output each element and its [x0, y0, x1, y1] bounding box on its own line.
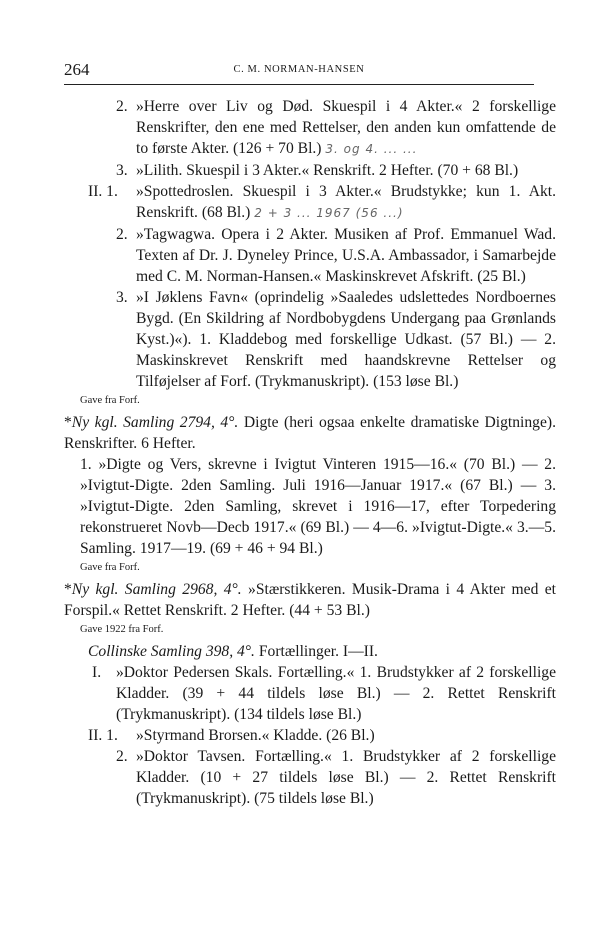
entry-doktor-tavsen — [64, 746, 556, 809]
entry-number: 2. — [116, 748, 128, 765]
entry-text: »Stærstikkeren. Musik-Drama i 4 Akter med et Forspil.« Rettet Renskrift. 2 Hefter. (44 + 53 Bl.) — [64, 581, 557, 619]
star-mark: * — [64, 581, 72, 598]
entry-number: 3. — [116, 289, 128, 306]
entry-collinske-samling-398 — [64, 641, 556, 662]
collection-title: Ny kgl. Samling 2794, 4°. — [71, 414, 239, 431]
entry-text: »Spottedroslen. Skuespil i 3 Akter.« Brudstykke; kun 1. Akt. Renskrift. (68 Bl.) — [136, 183, 556, 221]
entry-tagwagwa — [64, 224, 556, 287]
entry-number: 3. — [116, 162, 128, 179]
entry-text: »Tagwagwa. Opera i 2 Akter. Musiken af Prof. Emmanuel Wad. Texten af Dr. J. Dyneley Prince, U.S.A. Ambassador, i Samarbejde med C. M. Norman-Hansen.« Maskinskrevet Afskrift. (25 Bl.) — [136, 226, 556, 285]
entry-herre-over-liv — [64, 96, 556, 160]
entry-lilith — [64, 160, 556, 181]
entry-number: II. 1. — [88, 727, 118, 744]
entry-ny-kgl-samling-2794 — [64, 412, 556, 454]
page-number: 264 — [64, 60, 90, 79]
entry-doktor-pedersen-skals — [64, 662, 556, 725]
collection-title: Collinske Samling 398, 4°. — [88, 643, 255, 660]
provenance-note: Gave fra Forf. — [80, 562, 140, 573]
entry-text: Fortællinger. I—II. — [258, 643, 378, 660]
entry-text: »Doktor Pedersen Skals. Fortælling.« 1. Brudstykker af 2 forskellige Kladder. (39 + 44 tildels løse Bl.) — 2. Rettet Renskrift (Trykmanuskript). (134 tildels løse Bl.) — [116, 664, 556, 723]
collection-title: Ny kgl. Samling 2968, 4°. — [71, 581, 242, 598]
entry-text: »I Jøklens Favn« (oprindelig »Saaledes udslettedes Nordboernes Bygd. (En Skildring af Nordbobygdens Undergang paa Grønlands Kyst.)«). 1. Kladdebog med forskellige Udkast. (57 Bl.) — 2. Maskinskrevet Renskrift med haandskrevne Rettelser og Tilføjelser af Forf. (Trykmanuskript). (153 løse Bl.) — [136, 289, 556, 390]
entry-details — [64, 454, 556, 559]
entry-number: 2. — [116, 226, 128, 243]
entry-number: I. — [92, 664, 102, 681]
entry-spottedroslen — [64, 181, 556, 224]
page-header — [64, 60, 534, 84]
entry-number: 2. — [116, 98, 128, 115]
handwritten-annotation: 3. og 4. ... ... — [325, 142, 418, 156]
catalogue-body — [64, 96, 556, 809]
entry-text: »Lilith. Skuespil i 3 Akter.« Renskrift. 2 Hefter. (70 + 68 Bl.) — [136, 162, 519, 179]
provenance-note: Gave 1922 fra Forf. — [80, 624, 164, 635]
entry-number: II. 1. — [88, 183, 118, 200]
star-mark: * — [64, 414, 72, 431]
entry-detail-text: 1. »Digte og Vers, skrevne i Ivigtut Vinteren 1915—16.« (70 Bl.) — 2. »Ivigtut-Digte. 2den Samling. Juli 1916—Januar 1917.« (67 Bl.) — 3. »Ivigtut-Digte. 2den Samling, skrevet i 1916—17, efter Torpedering rekonstrueret Novb—Decb 1917.« (69 Bl.) — 4—6. »Ivigtut-Digte.« 3.—5. Samling. 1917—19. (69 + 46 + 94 Bl.) — [80, 456, 556, 557]
entry-text: »Doktor Tavsen. Fortælling.« 1. Brudstykker af 2 forskellige Kladder. (10 + 27 tildels løse Bl.) — 2. Rettet Renskrift (Trykmanuskript). (75 tildels løse Bl.) — [136, 748, 556, 807]
entry-ny-kgl-samling-2968 — [64, 579, 556, 621]
entry-i-joklens-favn — [64, 287, 556, 392]
provenance-note: Gave fra Forf. — [80, 395, 140, 406]
header-rule — [64, 84, 534, 85]
entry-text: Digte (heri ogsaa enkelte dramatiske Digtninge). Renskrifter. 6 Hefter. — [64, 414, 556, 452]
handwritten-annotation: 2 + 3 ... 1967 (56 ...) — [254, 206, 404, 220]
running-head: C. M. NORMAN-HANSEN — [233, 64, 365, 75]
entry-text: »Styrmand Brorsen.« Kladde. (26 Bl.) — [136, 727, 375, 744]
entry-styrmand-brorsen — [64, 725, 556, 746]
entry-text: »Herre over Liv og Død. Skuespil i 4 Akter.« 2 forskellige Renskrifter, den ene med Rettelser, den anden kun omfattende de to første Akter. (126 + 70 Bl.) — [136, 98, 556, 157]
